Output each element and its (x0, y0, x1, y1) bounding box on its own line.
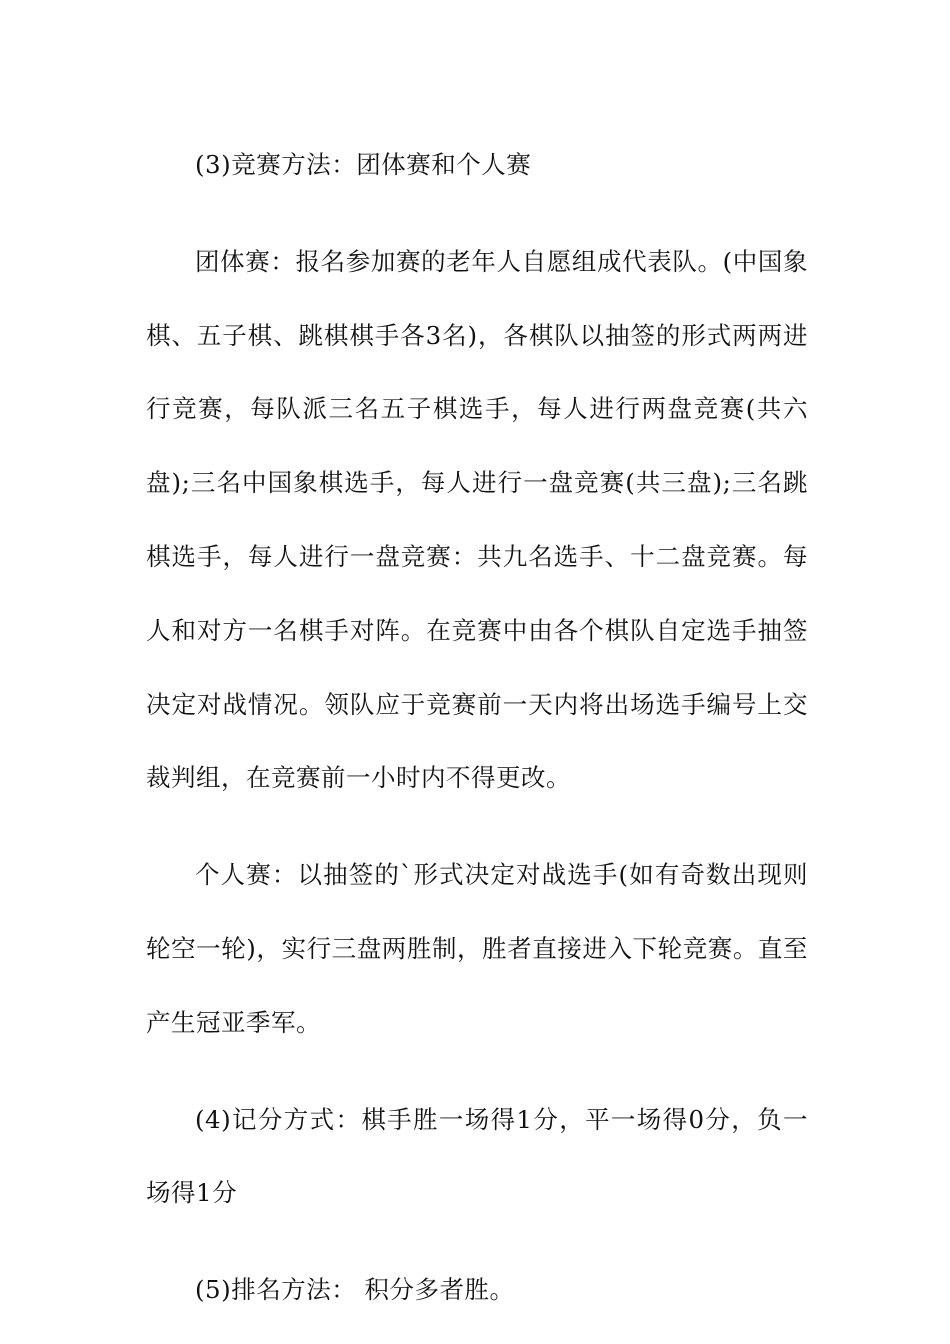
paragraph-scoring-method: (4)记分方式：棋手胜一场得1分，平一场得0分，负一场得1分 (146, 1104, 808, 1208)
paragraph-team-competition: 团体赛：报名参加赛的老年人自愿组成代表队。(中国象棋、五子棋、跳棋棋手各3名)，各棋队以抽签的形式两两进行竞赛，每队派三名五子棋选手，每人进行两盘竞赛(共六盘);三名中国象棋选手，每人进行一盘竞赛(共三盘);三名跳棋选手，每人进行一盘竞赛：共九名选手、十二盘竞赛。每人和对方一名棋手对阵。在竞赛中由各个棋队自定选手抽签决定对战情况。领队应于竞赛前一天内将出场选手编号上交裁判组，在竞赛前一小时内不得更改。 (146, 246, 808, 793)
paragraph-individual-competition: 个人赛：以抽签的`形式决定对战选手(如有奇数出现则轮空一轮)，实行三盘两胜制，胜者直接进入下轮竞赛。直至产生冠亚季军。 (146, 860, 808, 1037)
document-body (146, 128, 808, 1327)
paragraph-ranking-method: (5)排名方法： 积分多者胜。 (195, 1275, 515, 1305)
paragraph-competition-method: (3)竞赛方法：团体赛和个人赛 (195, 150, 532, 179)
